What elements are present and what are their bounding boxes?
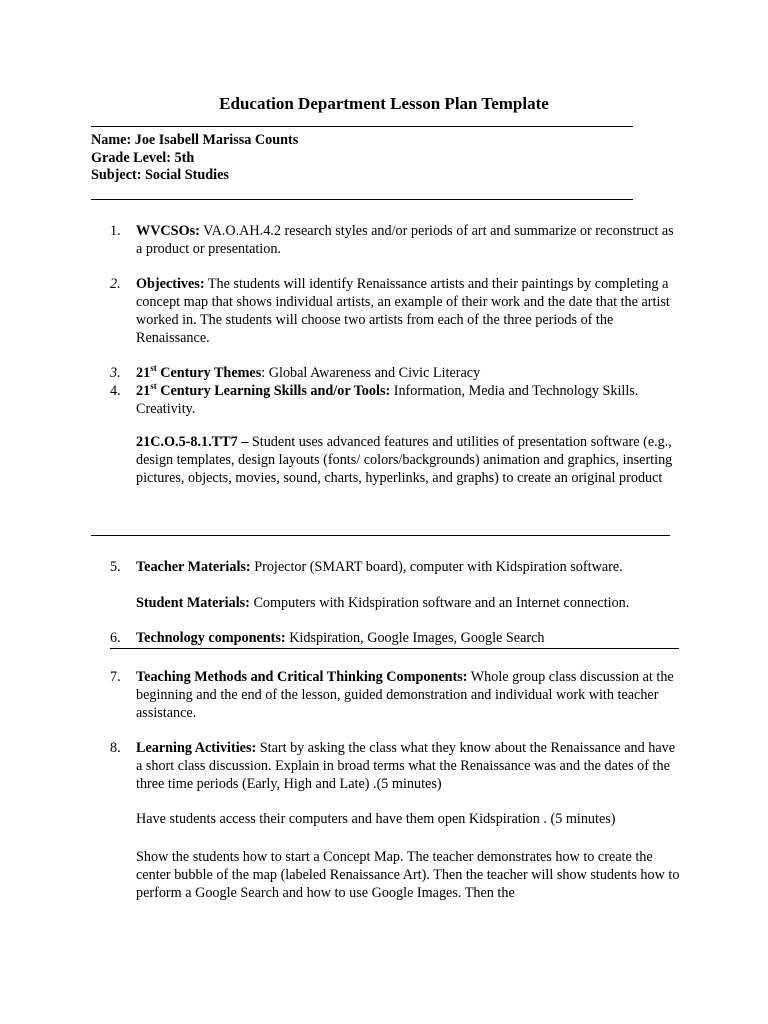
item-wvcsos (112, 222, 682, 258)
item-label: Teacher Materials: (136, 559, 251, 575)
item-number: 5. (110, 559, 121, 575)
header-info (91, 132, 298, 185)
student-materials-text: Computers with Kidspiration software and an Internet connection. (249, 595, 630, 611)
document-title: Education Department Lesson Plan Template (219, 94, 549, 113)
grade-level-line: Grade Level: 5th (91, 149, 195, 166)
item-label: 21st Century Learning Skills and/or Tools: (136, 381, 391, 399)
item-learning-skills (112, 382, 682, 418)
item-text: VA.O.AH.4.2 research styles and/or periods of art and summarize or reconstruct as a product or presentation. (136, 223, 674, 257)
item-label: WVCSOs: (136, 223, 200, 239)
student-materials-block (136, 594, 684, 612)
item-century-themes (112, 364, 682, 382)
item-technology-components (112, 629, 682, 647)
item-teaching-methods (112, 668, 682, 722)
section-divider-rule (91, 535, 670, 536)
standard-block (136, 433, 684, 487)
item-text: Projector (SMART board), computer with Kidspiration software. (250, 559, 623, 575)
subject-line: Subject: Social Studies (91, 167, 229, 183)
item-text: : Global Awareness and Civic Literacy (261, 365, 481, 381)
item-number: 8. (110, 740, 121, 756)
item-label: Teaching Methods and Critical Thinking Components: (136, 669, 468, 685)
activity-concept-map-paragraph: Show the students how to start a Concept Map. The teacher demonstrates how to create the center bubble of the map (labeled Renaissance Art). Then the teacher will show students how to perform a Google Search and how to use Google Images. Then the (136, 849, 680, 901)
item-text: The students will identify Renaissance artists and their paintings by completing a concept map that shows individual artists, an example of their work and the date that the artist worked in. The students will choose two artists from each of the three periods of the Renaissance. (136, 276, 670, 346)
item-text: Whole group class discussion at the beginning and the end of the lesson, guided demonstration and individual work with teacher assistance. (136, 669, 674, 721)
item-number: 7. (110, 669, 121, 685)
header-top-rule (91, 126, 633, 127)
item-number: 3. (110, 365, 121, 381)
item-number: 4. (110, 383, 121, 399)
standard-text: Student uses advanced features and utilities of presentation software (e.g., design templates, design layouts (fonts/ colors/backgrounds) animation and graphics, inserting pictures, objects, movies, sound, charts, hyperlinks, and graphs) to create an original product (136, 434, 673, 486)
item-objectives (112, 275, 682, 347)
item-teacher-materials (112, 558, 682, 576)
item-label: Technology components: (136, 630, 286, 646)
standard-label: 21C.O.5-8.1.TT7 – (136, 434, 249, 450)
technology-underline-rule (110, 648, 679, 649)
item-number: 6. (110, 630, 121, 646)
student-materials-label: Student Materials: (136, 595, 250, 611)
item-learning-activities (112, 739, 682, 793)
header-bottom-rule (91, 199, 633, 200)
name-line: Name: Joe Isabell Marissa Counts (91, 132, 299, 148)
item-label: Objectives: (136, 276, 205, 292)
item-label: 21st Century Themes (136, 363, 262, 381)
activity-computers-paragraph: Have students access their computers and have them open Kidspiration . (5 minutes) (136, 811, 616, 827)
item-text: Kidspiration, Google Images, Google Search (285, 630, 545, 646)
item-text: Information, Media and Technology Skills. Creativity. (136, 383, 639, 417)
item-number: 2. (110, 276, 121, 292)
item-text: Start by asking the class what they know about the Renaissance and have a short class discussion. Explain in broad terms what the Renaissance was and the dates of the three time periods (Early, High and Late) .(5 minutes) (136, 740, 676, 792)
item-label: Learning Activities: (136, 740, 257, 756)
item-number: 1. (110, 223, 121, 239)
